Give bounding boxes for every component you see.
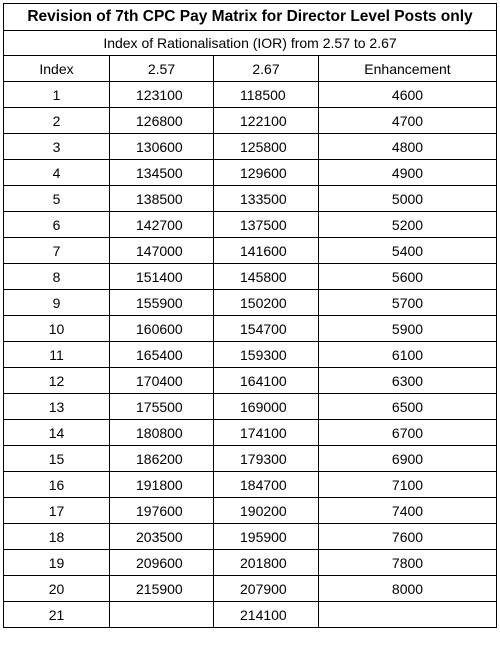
cell-value-267: 154700 (214, 316, 319, 342)
cell-index: 12 (4, 368, 110, 394)
table-row (4, 420, 497, 446)
column-header-index: Index (4, 56, 110, 82)
table-row (4, 134, 497, 160)
cell-enhancement: 4600 (319, 82, 497, 108)
cell-value-267: 125800 (214, 134, 319, 160)
cell-index: 18 (4, 524, 110, 550)
cell-enhancement: 5700 (319, 290, 497, 316)
cell-enhancement: 5600 (319, 264, 497, 290)
cell-index: 13 (4, 394, 110, 420)
cell-enhancement: 4800 (319, 134, 497, 160)
cell-index: 21 (4, 602, 110, 628)
cell-value-257: 147000 (110, 238, 214, 264)
cell-value-257: 165400 (110, 342, 214, 368)
cell-enhancement: 5000 (319, 186, 497, 212)
table-row (4, 394, 497, 420)
cell-enhancement: 6900 (319, 446, 497, 472)
cell-value-267: 118500 (214, 82, 319, 108)
cell-index: 7 (4, 238, 110, 264)
cell-value-257: 180800 (110, 420, 214, 446)
cell-value-257: 160600 (110, 316, 214, 342)
table-title: Revision of 7th CPC Pay Matrix for Director Level Posts only (4, 4, 497, 31)
cell-value-257: 134500 (110, 160, 214, 186)
cell-index: 20 (4, 576, 110, 602)
cell-index: 8 (4, 264, 110, 290)
cell-index: 9 (4, 290, 110, 316)
cell-value-257: 191800 (110, 472, 214, 498)
cell-enhancement: 7100 (319, 472, 497, 498)
cell-value-267: 122100 (214, 108, 319, 134)
cell-value-257: 186200 (110, 446, 214, 472)
cell-index: 15 (4, 446, 110, 472)
cell-value-257: 142700 (110, 212, 214, 238)
header-row (4, 56, 497, 82)
cell-index: 14 (4, 420, 110, 446)
table-row (4, 472, 497, 498)
cell-enhancement: 5400 (319, 238, 497, 264)
cell-value-257: 126800 (110, 108, 214, 134)
cell-value-267: 190200 (214, 498, 319, 524)
cell-index: 1 (4, 82, 110, 108)
title-row (4, 4, 497, 31)
cell-enhancement: 7600 (319, 524, 497, 550)
cell-enhancement: 5900 (319, 316, 497, 342)
cell-value-267: 207900 (214, 576, 319, 602)
cell-index: 19 (4, 550, 110, 576)
cell-index: 17 (4, 498, 110, 524)
cell-value-267: 150200 (214, 290, 319, 316)
cell-enhancement: 5200 (319, 212, 497, 238)
cell-enhancement: 6700 (319, 420, 497, 446)
cell-value-257: 155900 (110, 290, 214, 316)
column-header-267: 2.67 (214, 56, 319, 82)
cell-value-257 (110, 602, 214, 628)
table-row (4, 82, 497, 108)
table-row (4, 342, 497, 368)
cell-value-257: 123100 (110, 82, 214, 108)
cell-value-267: 164100 (214, 368, 319, 394)
cell-enhancement (319, 602, 497, 628)
cell-value-267: 137500 (214, 212, 319, 238)
cell-value-267: 195900 (214, 524, 319, 550)
cell-value-267: 201800 (214, 550, 319, 576)
cell-value-267: 129600 (214, 160, 319, 186)
cell-value-257: 197600 (110, 498, 214, 524)
cell-value-257: 130600 (110, 134, 214, 160)
cell-enhancement: 4700 (319, 108, 497, 134)
table-row (4, 186, 497, 212)
cell-index: 16 (4, 472, 110, 498)
table-row (4, 160, 497, 186)
table-body (4, 82, 497, 628)
cell-enhancement: 4900 (319, 160, 497, 186)
cell-value-267: 174100 (214, 420, 319, 446)
cell-index: 6 (4, 212, 110, 238)
cell-enhancement: 7400 (319, 498, 497, 524)
cell-value-257: 138500 (110, 186, 214, 212)
table-row (4, 368, 497, 394)
cell-value-257: 209600 (110, 550, 214, 576)
table-row (4, 602, 497, 628)
cell-value-267: 141600 (214, 238, 319, 264)
table-row (4, 550, 497, 576)
table-row (4, 264, 497, 290)
cell-value-257: 175500 (110, 394, 214, 420)
cell-value-267: 179300 (214, 446, 319, 472)
cell-value-257: 170400 (110, 368, 214, 394)
cell-value-257: 215900 (110, 576, 214, 602)
table-row (4, 316, 497, 342)
cell-index: 4 (4, 160, 110, 186)
column-header-enhancement: Enhancement (319, 56, 497, 82)
cell-value-267: 133500 (214, 186, 319, 212)
cell-index: 3 (4, 134, 110, 160)
table-row (4, 524, 497, 550)
cell-value-267: 145800 (214, 264, 319, 290)
table-row (4, 238, 497, 264)
cell-index: 11 (4, 342, 110, 368)
cell-value-257: 203500 (110, 524, 214, 550)
cell-enhancement: 6500 (319, 394, 497, 420)
cell-enhancement: 8000 (319, 576, 497, 602)
table-row (4, 576, 497, 602)
pay-matrix-table (3, 3, 497, 628)
table-row (4, 446, 497, 472)
cell-enhancement: 6100 (319, 342, 497, 368)
table-row (4, 212, 497, 238)
cell-value-267: 184700 (214, 472, 319, 498)
table-row (4, 498, 497, 524)
table-row (4, 290, 497, 316)
cell-enhancement: 7800 (319, 550, 497, 576)
cell-value-267: 169000 (214, 394, 319, 420)
cell-index: 2 (4, 108, 110, 134)
cell-index: 10 (4, 316, 110, 342)
column-header-257: 2.57 (110, 56, 214, 82)
subtitle-row (4, 31, 497, 56)
table-row (4, 108, 497, 134)
cell-enhancement: 6300 (319, 368, 497, 394)
cell-value-257: 151400 (110, 264, 214, 290)
cell-value-267: 214100 (214, 602, 319, 628)
cell-index: 5 (4, 186, 110, 212)
pay-matrix-sheet (3, 3, 496, 628)
cell-value-267: 159300 (214, 342, 319, 368)
table-subtitle: Index of Rationalisation (IOR) from 2.57 to 2.67 (4, 31, 497, 56)
